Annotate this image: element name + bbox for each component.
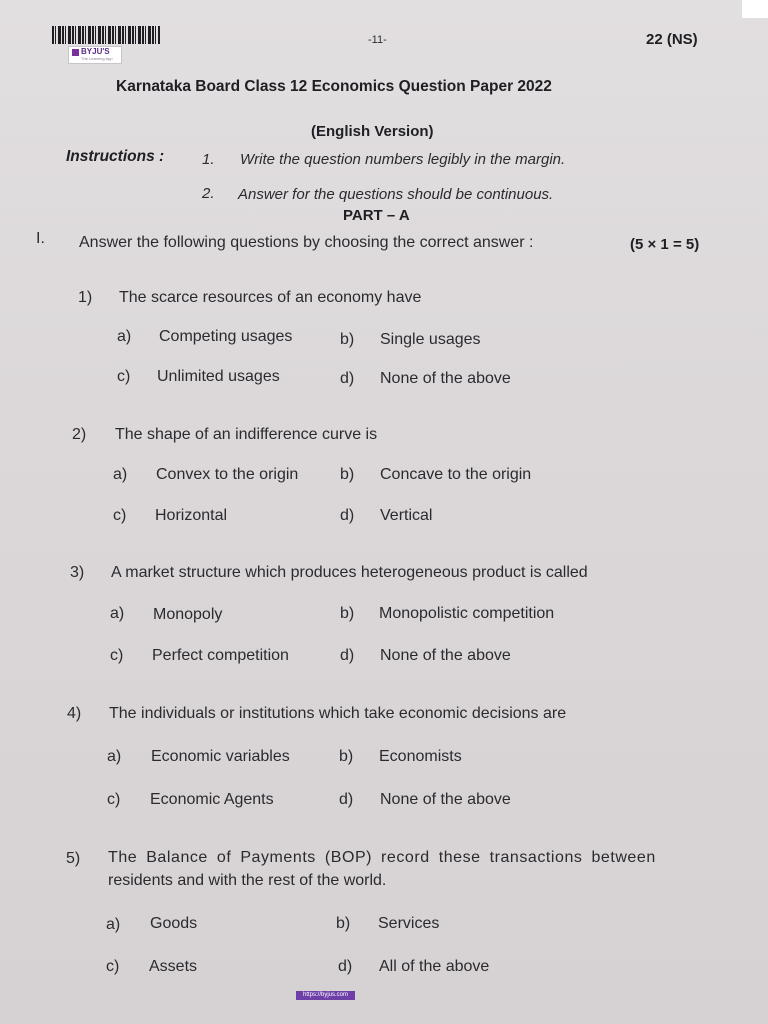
q5-option-a-label: a) <box>106 916 121 933</box>
q1-option-b-text: Single usages <box>380 331 481 348</box>
q1-option-a-label: a) <box>117 328 132 345</box>
paper-code: 22 (NS) <box>646 31 698 48</box>
q4-text: The individuals or institutions which take economic decisions are <box>109 705 567 722</box>
q1-text: The scarce resources of an economy have <box>119 289 422 306</box>
q1-option-c-label: c) <box>117 368 131 385</box>
q4-option-a-text: Economic variables <box>151 748 290 765</box>
instruction-2-num: 2. <box>202 185 215 202</box>
q2-option-c-label: c) <box>113 507 127 524</box>
corner-mask <box>742 0 768 18</box>
section-instruction: Answer the following questions by choosing the correct answer : <box>79 234 534 251</box>
q3-option-b-label: b) <box>340 605 355 622</box>
q5-option-b-label: b) <box>336 915 351 932</box>
q5-option-b-text: Services <box>378 915 440 932</box>
logo-text: BYJU'S <box>81 47 110 56</box>
instruction-1-text: Write the question numbers legibly in the margin. <box>240 151 566 168</box>
q4-number: 4) <box>67 705 82 722</box>
instruction-1-num: 1. <box>202 151 215 168</box>
q5-text-line1: The Balance of Payments (BOP) record these transactions between <box>108 849 656 866</box>
page-title: Karnataka Board Class 12 Economics Question Paper 2022 <box>116 78 552 95</box>
footer-url-link[interactable]: https://byjus.com <box>296 991 355 1000</box>
q3-text: A market structure which produces heterogeneous product is called <box>111 564 588 581</box>
q3-option-c-label: c) <box>110 647 124 664</box>
q1-option-a-text: Competing usages <box>159 328 293 345</box>
q2-option-b-text: Concave to the origin <box>380 466 532 483</box>
q3-option-d-label: d) <box>340 647 355 664</box>
section-marks: (5 × 1 = 5) <box>630 236 700 253</box>
barcode <box>52 26 160 44</box>
logo-sub: The Learning App <box>81 56 113 61</box>
q5-option-d-label: d) <box>338 958 353 975</box>
q2-option-c-text: Horizontal <box>155 507 228 524</box>
q1-number: 1) <box>78 289 93 306</box>
q1-option-d-text: None of the above <box>380 370 511 387</box>
q4-option-c-label: c) <box>107 791 121 808</box>
q2-text: The shape of an indifference curve is <box>115 426 378 443</box>
part-heading: PART – A <box>343 207 410 224</box>
q1-option-b-label: b) <box>340 331 355 348</box>
q4-option-a-label: a) <box>107 748 122 765</box>
q2-option-d-label: d) <box>340 507 355 524</box>
byjus-logo <box>68 46 122 64</box>
q2-option-b-label: b) <box>340 466 355 483</box>
q4-option-c-text: Economic Agents <box>150 791 274 808</box>
q1-option-d-label: d) <box>340 370 355 387</box>
q3-option-d-text: None of the above <box>380 647 511 664</box>
section-number: I. <box>36 230 45 247</box>
q5-option-c-text: Assets <box>149 958 198 975</box>
instructions-label: Instructions : <box>66 148 165 165</box>
q5-option-d-text: All of the above <box>379 958 490 975</box>
q4-option-d-text: None of the above <box>380 791 511 808</box>
q2-option-a-label: a) <box>113 466 128 483</box>
q3-option-b-text: Monopolistic competition <box>379 605 555 622</box>
q4-option-b-text: Economists <box>379 748 462 765</box>
q4-option-b-label: b) <box>339 748 354 765</box>
q4-option-d-label: d) <box>339 791 354 808</box>
q2-option-d-text: Vertical <box>380 507 433 524</box>
q3-option-a-text: Monopoly <box>153 606 223 623</box>
q1-option-c-text: Unlimited usages <box>157 368 280 385</box>
q5-number: 5) <box>66 850 81 867</box>
q2-option-a-text: Convex to the origin <box>156 466 299 483</box>
q5-option-a-text: Goods <box>150 915 198 932</box>
version-label: (English Version) <box>311 123 434 140</box>
q3-number: 3) <box>70 564 85 581</box>
q3-option-c-text: Perfect competition <box>152 647 289 664</box>
q3-option-a-label: a) <box>110 605 125 622</box>
q2-number: 2) <box>72 426 87 443</box>
page-number: -11- <box>368 34 387 46</box>
q5-text-line2: residents and with the rest of the world. <box>108 872 387 889</box>
q5-option-c-label: c) <box>106 958 120 975</box>
byjus-logo-icon <box>72 49 79 56</box>
instruction-2-text: Answer for the questions should be continuous. <box>238 186 554 203</box>
